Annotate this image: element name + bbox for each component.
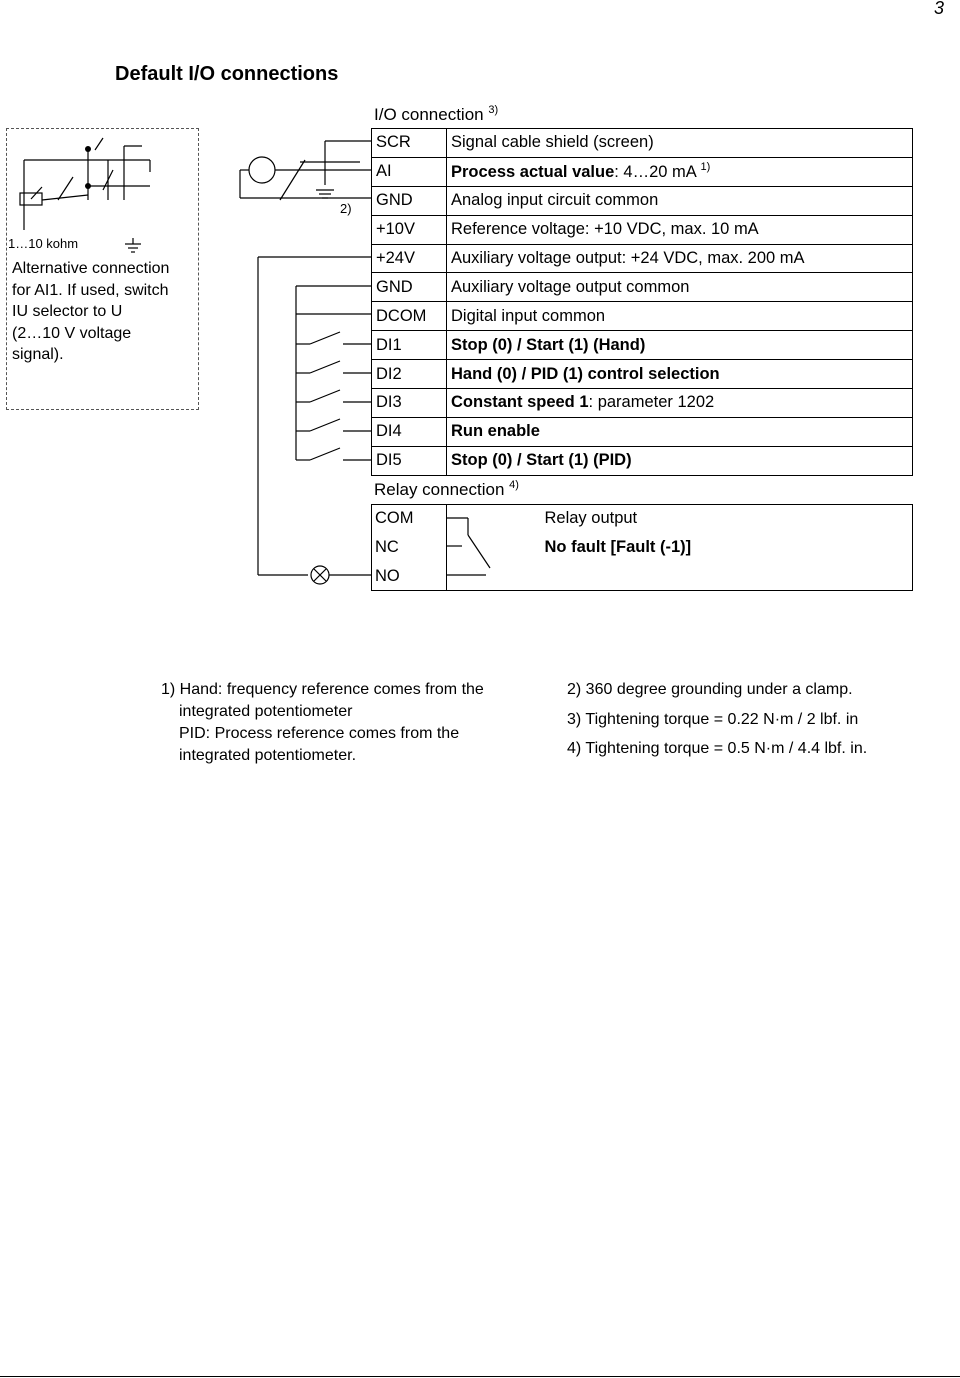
relay-connection-table <box>371 504 913 591</box>
footnote-1-line: 1) Hand: frequency reference comes from the <box>161 681 484 698</box>
footnote-ref: 1) <box>700 161 711 174</box>
io-row <box>372 331 913 360</box>
resistor-value-label: 1…10 kohm <box>8 236 79 251</box>
description-text: Signal cable shield (screen) <box>451 133 654 152</box>
footnote-1 <box>161 679 484 767</box>
io-connection-table <box>371 128 913 476</box>
description-text: Stop (0) / Start (1) (Hand) <box>451 335 646 354</box>
terminal-description <box>447 446 913 475</box>
io-connection-label <box>374 104 498 125</box>
io-row <box>372 157 913 186</box>
description-text: : parameter 1202 <box>588 393 715 412</box>
footnote-1-line: integrated potentiometer. <box>179 747 357 764</box>
terminal-name: +24V <box>372 244 447 273</box>
footnote-2: 2) 360 degree grounding under a clamp. <box>567 681 853 698</box>
description-text: Hand (0) / PID (1) control selection <box>451 364 720 383</box>
terminal-name: DI4 <box>372 417 447 446</box>
terminal-description <box>447 186 913 215</box>
io-row <box>372 273 913 302</box>
relay-row <box>371 504 913 533</box>
description-text: Analog input circuit common <box>451 191 659 210</box>
footnote-marker-2: 2) <box>340 201 352 216</box>
io-row <box>372 215 913 244</box>
relay-connection-label <box>374 479 519 500</box>
terminal-description <box>447 360 913 389</box>
description-text: Digital input common <box>451 306 606 325</box>
io-row <box>372 302 913 331</box>
footnote-4: 4) Tightening torque = 0.5 N·m / 4.4 lbf. in. <box>567 740 868 757</box>
io-row <box>372 389 913 418</box>
terminal-name: DI2 <box>372 360 447 389</box>
terminal-description <box>447 244 913 273</box>
relay-connection-title: Relay connection <box>374 480 505 499</box>
terminal-name: DCOM <box>372 302 447 331</box>
footnote-3: 3) Tightening torque = 0.22 N·m / 2 lbf. in <box>567 711 859 728</box>
description-text: Auxiliary voltage output: +24 VDC, max. 200 mA <box>451 249 805 267</box>
description-text: Run enable <box>451 422 540 441</box>
terminal-description <box>447 215 913 244</box>
terminal-name: AI <box>372 157 447 186</box>
relay-terminal-name: COM <box>371 504 446 533</box>
terminal-name: DI1 <box>372 331 447 360</box>
io-row <box>372 244 913 273</box>
io-connection-footnote-ref: 3) <box>488 104 499 116</box>
terminal-name: +10V <box>372 215 447 244</box>
terminal-name: SCR <box>372 129 447 158</box>
io-row <box>372 360 913 389</box>
alternative-connection-note: Alternative connection for AI1. If used, switch IU selector to U (2…10 V voltage signal). <box>12 260 170 363</box>
terminal-description <box>447 417 913 446</box>
terminal-description <box>447 273 913 302</box>
page-heading: Default I/O connections <box>115 63 339 85</box>
relay-terminal-description: No fault [Fault (-1)] <box>544 537 692 556</box>
io-connection-title: I/O connection <box>374 105 484 124</box>
footnote-1-line: PID: Process reference comes from the <box>179 725 460 742</box>
signal-source-symbol <box>249 157 275 183</box>
terminal-description <box>447 302 913 331</box>
terminal-description <box>447 157 913 186</box>
relay-terminal-name: NC <box>371 533 446 562</box>
io-row <box>372 186 913 215</box>
io-row <box>372 446 913 475</box>
relay-row <box>371 562 913 591</box>
relay-terminal-description <box>446 562 913 591</box>
terminal-description <box>447 331 913 360</box>
terminal-name: DI3 <box>372 389 447 418</box>
terminal-name: GND <box>372 273 447 302</box>
io-row <box>372 129 913 158</box>
description-text: Stop (0) / Start (1) (PID) <box>451 451 632 470</box>
description-text: Constant speed 1 <box>451 393 589 412</box>
relay-connection-footnote-ref: 4) <box>509 479 519 491</box>
relay-row <box>371 533 913 562</box>
terminal-description <box>447 389 913 418</box>
terminal-description <box>447 129 913 158</box>
relay-terminal-description: Relay output <box>544 508 638 527</box>
footnote-1-line: integrated potentiometer <box>179 703 353 720</box>
page-bottom-rule <box>0 1376 960 1377</box>
terminal-name: DI5 <box>372 446 447 475</box>
relay-terminal-name: NO <box>371 562 446 591</box>
description-text: Process actual value <box>451 163 615 182</box>
description-text: : 4…20 mA <box>614 163 701 182</box>
io-row <box>372 417 913 446</box>
terminal-name: GND <box>372 186 447 215</box>
description-text: Auxiliary voltage output common <box>451 277 690 296</box>
description-text: Reference voltage: +10 VDC, max. 10 mA <box>451 220 759 239</box>
page-number: 3 <box>933 0 944 18</box>
